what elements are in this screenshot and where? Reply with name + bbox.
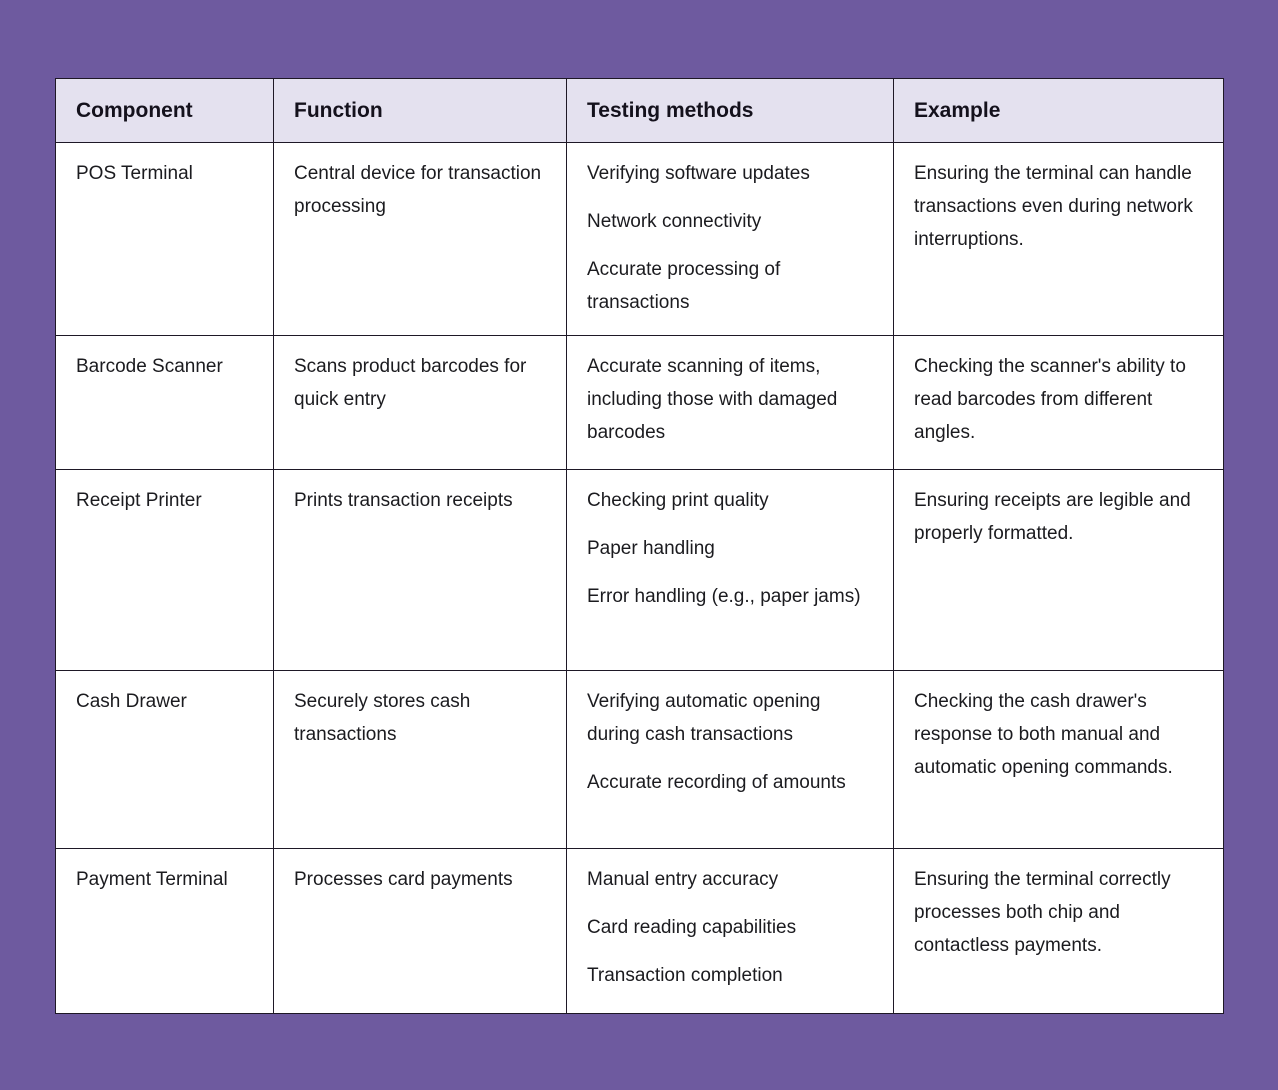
table-row <box>56 336 1224 470</box>
cell-paragraph: Network connectivity <box>587 211 762 232</box>
cell-paragraph: Securely stores cash transactions <box>294 691 471 745</box>
testing-methods-cell <box>567 671 894 849</box>
cell-paragraph: Processes card payments <box>294 869 513 890</box>
testing-methods-cell <box>567 470 894 671</box>
example-cell <box>894 849 1224 1014</box>
cell-paragraph: Accurate processing of transactions <box>587 259 781 313</box>
testing-methods-cell <box>567 143 894 336</box>
table-row <box>56 143 1224 336</box>
example-cell <box>894 143 1224 336</box>
table-row <box>56 671 1224 849</box>
table-body <box>56 143 1224 1014</box>
cell-paragraph: Verifying automatic opening during cash transactions <box>587 691 821 745</box>
header-row <box>56 79 1224 143</box>
cell-paragraph: Ensuring the terminal can handle transactions even during network interruptions. <box>914 163 1193 250</box>
cell-paragraph: Accurate scanning of items, including those with damaged barcodes <box>587 356 838 443</box>
header-example: Example <box>894 79 1224 143</box>
cell-paragraph: Transaction completion <box>587 965 783 986</box>
cell-paragraph: Payment Terminal <box>76 869 228 890</box>
function-cell <box>274 849 567 1014</box>
example-cell <box>894 671 1224 849</box>
cell-paragraph: Checking the cash drawer's response to both manual and automatic opening commands. <box>914 691 1173 778</box>
component-cell <box>56 143 274 336</box>
pos-components-table-container <box>55 78 1223 1014</box>
cell-paragraph: Checking the scanner's ability to read barcodes from different angles. <box>914 356 1186 443</box>
function-cell <box>274 336 567 470</box>
cell-paragraph: Checking print quality <box>587 490 769 511</box>
cell-paragraph: Prints transaction receipts <box>294 490 513 511</box>
function-cell <box>274 143 567 336</box>
cell-paragraph: Central device for transaction processing <box>294 163 542 217</box>
cell-paragraph: Cash Drawer <box>76 691 187 712</box>
function-cell <box>274 671 567 849</box>
table-row <box>56 470 1224 671</box>
cell-paragraph: Card reading capabilities <box>587 917 797 938</box>
cell-paragraph: Error handling (e.g., paper jams) <box>587 586 861 607</box>
header-testing-methods: Testing methods <box>567 79 894 143</box>
cell-paragraph: Barcode Scanner <box>76 356 223 377</box>
example-cell <box>894 336 1224 470</box>
component-cell <box>56 336 274 470</box>
header-component: Component <box>56 79 274 143</box>
testing-methods-cell <box>567 849 894 1014</box>
component-cell <box>56 671 274 849</box>
component-cell <box>56 849 274 1014</box>
cell-paragraph: Receipt Printer <box>76 490 202 511</box>
cell-paragraph: Ensuring the terminal correctly processes both chip and contactless payments. <box>914 869 1171 956</box>
table-row <box>56 849 1224 1014</box>
table-header <box>56 79 1224 143</box>
component-cell <box>56 470 274 671</box>
cell-paragraph: Manual entry accuracy <box>587 869 779 890</box>
function-cell <box>274 470 567 671</box>
example-cell <box>894 470 1224 671</box>
header-function: Function <box>274 79 567 143</box>
cell-paragraph: Scans product barcodes for quick entry <box>294 356 527 410</box>
cell-paragraph: Verifying software updates <box>587 163 810 184</box>
cell-paragraph: Paper handling <box>587 538 715 559</box>
cell-paragraph: Ensuring receipts are legible and properly formatted. <box>914 490 1191 544</box>
cell-paragraph: POS Terminal <box>76 163 193 184</box>
pos-components-table <box>55 78 1224 1014</box>
cell-paragraph: Accurate recording of amounts <box>587 772 846 793</box>
testing-methods-cell <box>567 336 894 470</box>
